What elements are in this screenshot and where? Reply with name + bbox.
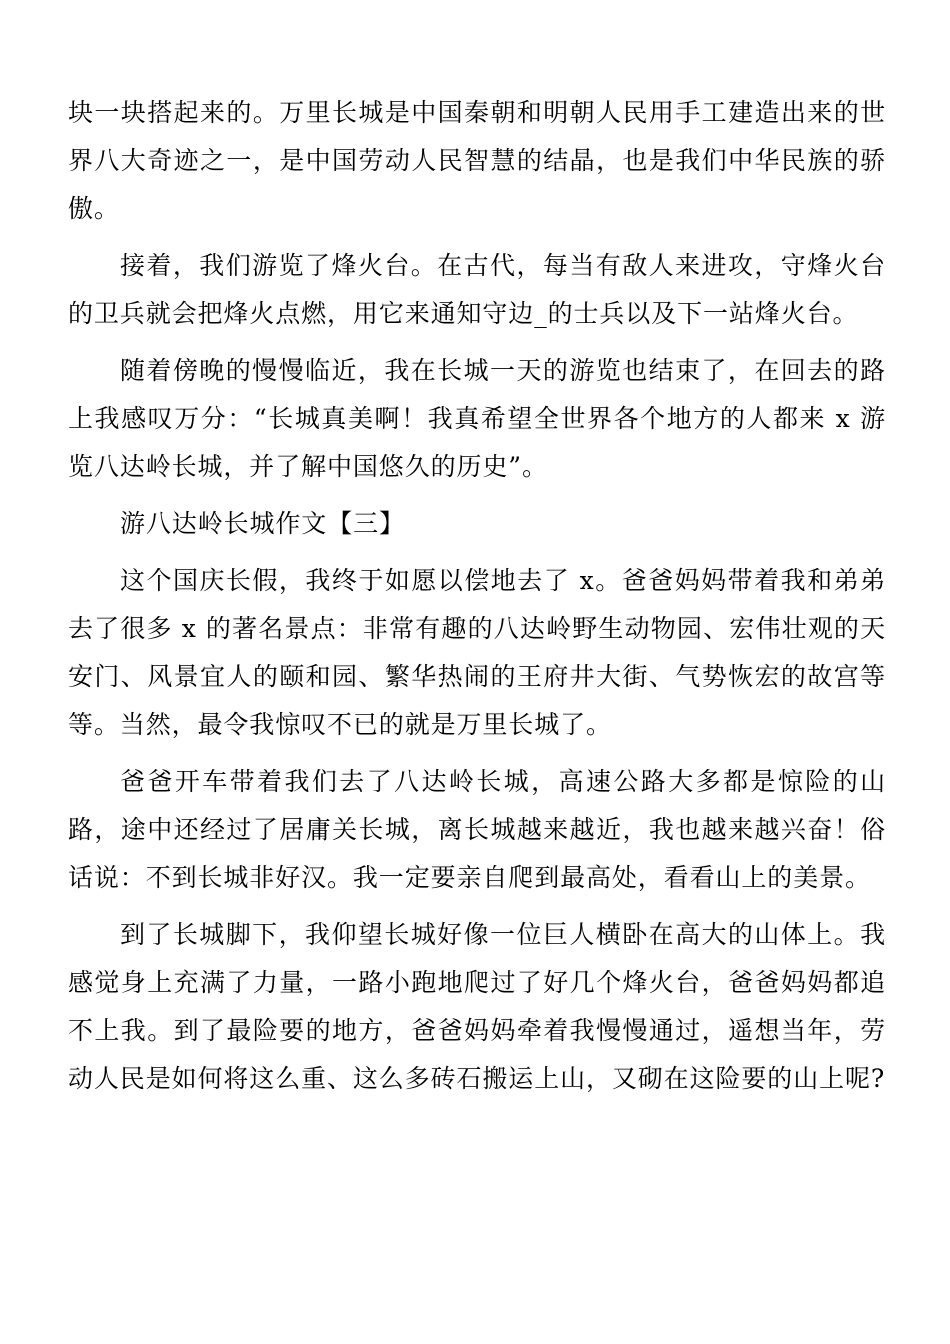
- document-body: [68, 89, 886, 1112]
- paragraph-national-day: 这个国庆长假，我终于如愿以偿地去了 x。爸爸妈妈带着我和弟弟去了很多 x 的著名景点：非常有趣的八达岭野生动物园、宏伟壮观的天安门、风景宜人的颐和园、繁华热闹的王府井大街、气势恢宏的故宫等等。当然，最令我惊叹不已的就是万里长城了。: [68, 566, 886, 739]
- section-heading: 游八达岭长城作文【三】: [120, 509, 405, 538]
- paragraph-beacon-tower: 接着，我们游览了烽火台。在古代，每当有敌人来进攻，守烽火台的卫兵就会把烽火点燃，用它来通知守边_的士兵以及下一站烽火台。: [68, 251, 886, 328]
- paragraph-foot-of-wall: 到了长城脚下，我仰望长城好像一位巨人横卧在高大的山体上。我感觉身上充满了力量，一路小跑地爬过了好几个烽火台，爸爸妈妈都追不上我。到了最险要的地方，爸爸妈妈牵着我慢慢通过，遥想当年，劳动人民是如何将这么重、这么多砖石搬运上山，又砌在这险要的山上呢?: [68, 920, 886, 1093]
- paragraph-evening: 随着傍晚的慢慢临近，我在长城一天的游览也结束了，在回去的路上我感叹万分：“长城真美啊！我真希望全世界各个地方的人都来 x 游览八达岭长城，并了解中国悠久的历史”。: [68, 356, 886, 481]
- paragraph-continuation: 块一块搭起来的。万里长城是中国秦朝和明朝人民用手工建造出来的世界八大奇迹之一，是中国劳动人民智慧的结晶，也是我们中华民族的骄傲。: [68, 98, 886, 223]
- paragraph-drive: 爸爸开车带着我们去了八达岭长城，高速公路大多都是惊险的山路，途中还经过了居庸关长城，离长城越来越近，我也越来越兴奋！俗话说：不到长城非好汉。我一定要亲自爬到最高处，看看山上的美景。: [68, 767, 886, 892]
